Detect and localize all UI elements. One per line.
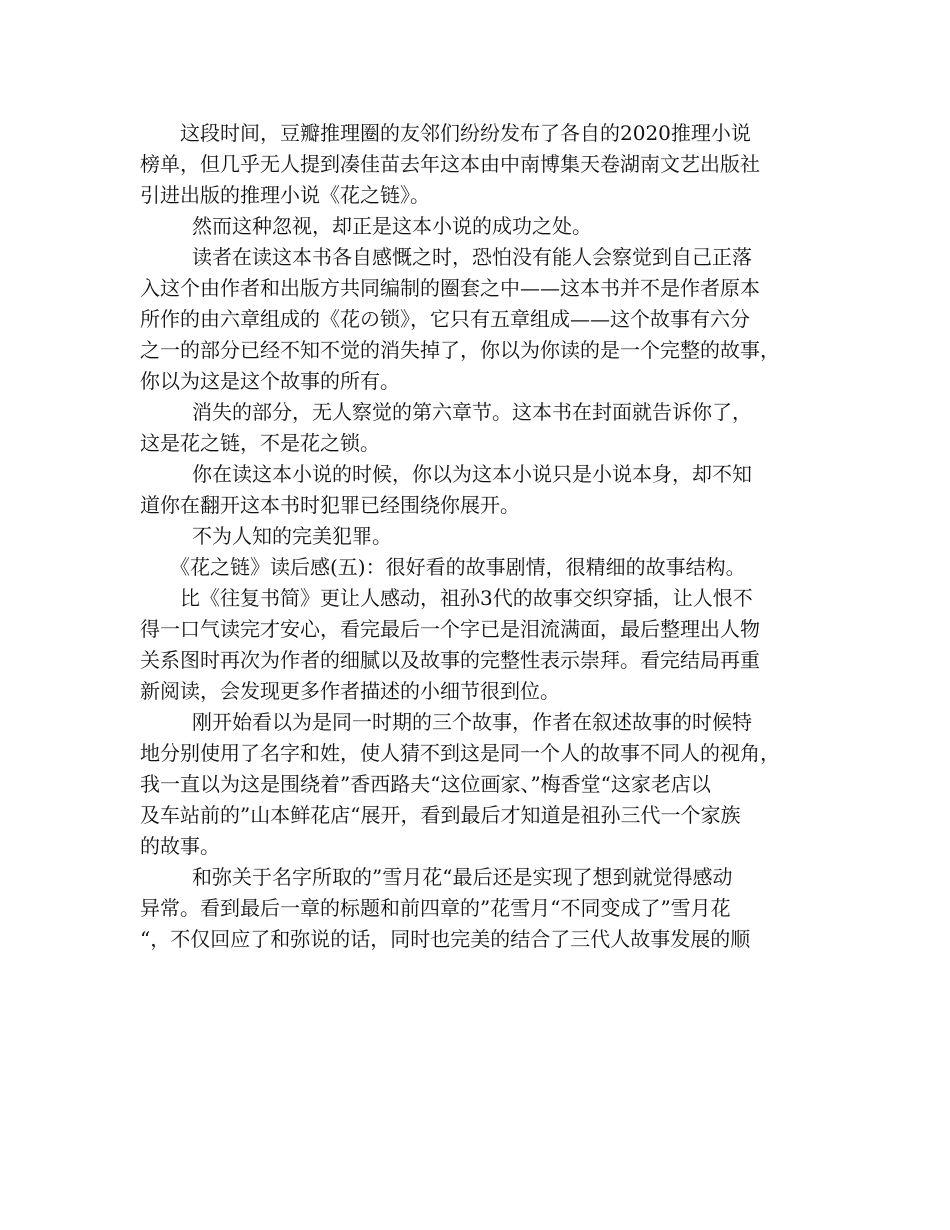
text-line: 道你在翻开这本书时犯罪已经围绕你展开。 [140,493,520,517]
text-line: 消失的部分，无人察觉的第六章节。这本书在封面就告诉你了， [192,400,752,424]
text-line: 你以为这是这个故事的所有。 [140,369,400,393]
text-line: 你在读这本小说的时候，你以为这本小说只是小说本身，却不知 [192,462,752,486]
text-line: 刚开始看以为是同一时期的三个故事，作者在叙述故事的时候特 [192,710,752,734]
text-line: 地分别使用了名字和姓，使人猜不到这是同一个人的故事不同人的视角， [140,741,780,765]
text-line: 之一的部分已经不知不觉的消失掉了，你以为你读的是一个完整的故事， [140,338,780,362]
document-body [140,118,820,955]
text-line: 和弥关于名字所取的”雪月花“最后还是实现了想到就觉得感动 [192,865,733,889]
text-line: 榜单，但几乎无人提到凑佳苗去年这本由中南博集天卷湖南文艺出版社 [140,152,760,176]
text-line: 《花之链》读后感(五)：很好看的故事剧情，很精细的故事结构。 [170,555,746,579]
text-line: 入这个由作者和出版方共同编制的圈套之中——这本书并不是作者原本 [140,276,760,300]
text-line: 这是花之链，不是花之锁。 [140,431,380,455]
text-line: 比《往复书简》更让人感动，祖孙3代的故事交织穿插，让人恨不 [180,586,753,610]
text-line: 异常。看到最后一章的标题和前四章的”花雪月“不同变成了”雪月花 [140,896,731,920]
text-line: 及车站前的”山本鲜花店“展开，看到最后才知道是祖孙三代一个家族 [140,803,741,827]
text-line: 我一直以为这是围绕着”香西路夫“这位画家、”梅香堂“这家老店以 [140,772,711,796]
text-line: 不为人知的完美犯罪。 [192,524,392,548]
text-line: 这段时间，豆瓣推理圈的友邻们纷纷发布了各自的2020推理小说 [180,121,751,145]
text-line: 关系图时再次为作者的细腻以及故事的完整性表示崇拜。看完结局再重 [140,648,760,672]
text-line: 的故事。 [140,834,220,858]
text-line: “，不仅回应了和弥说的话，同时也完美的结合了三代人故事发展的顺 [140,927,751,951]
text-line: 读者在读这本书各自感慨之时，恐怕没有能人会察觉到自己正落 [192,245,752,269]
text-line: 得一口气读完才安心，看完最后一个字已是泪流满面，最后整理出人物 [140,617,760,641]
text-line: 新阅读，会发现更多作者描述的小细节很到位。 [140,679,560,703]
text-line: 然而这种忽视，却正是这本小说的成功之处。 [192,214,592,238]
text-line: 所作的由六章组成的《花の锁》，它只有五章组成——这个故事有六分 [140,307,750,331]
text-line: 引进出版的推理小说《花之链》。 [140,183,430,207]
